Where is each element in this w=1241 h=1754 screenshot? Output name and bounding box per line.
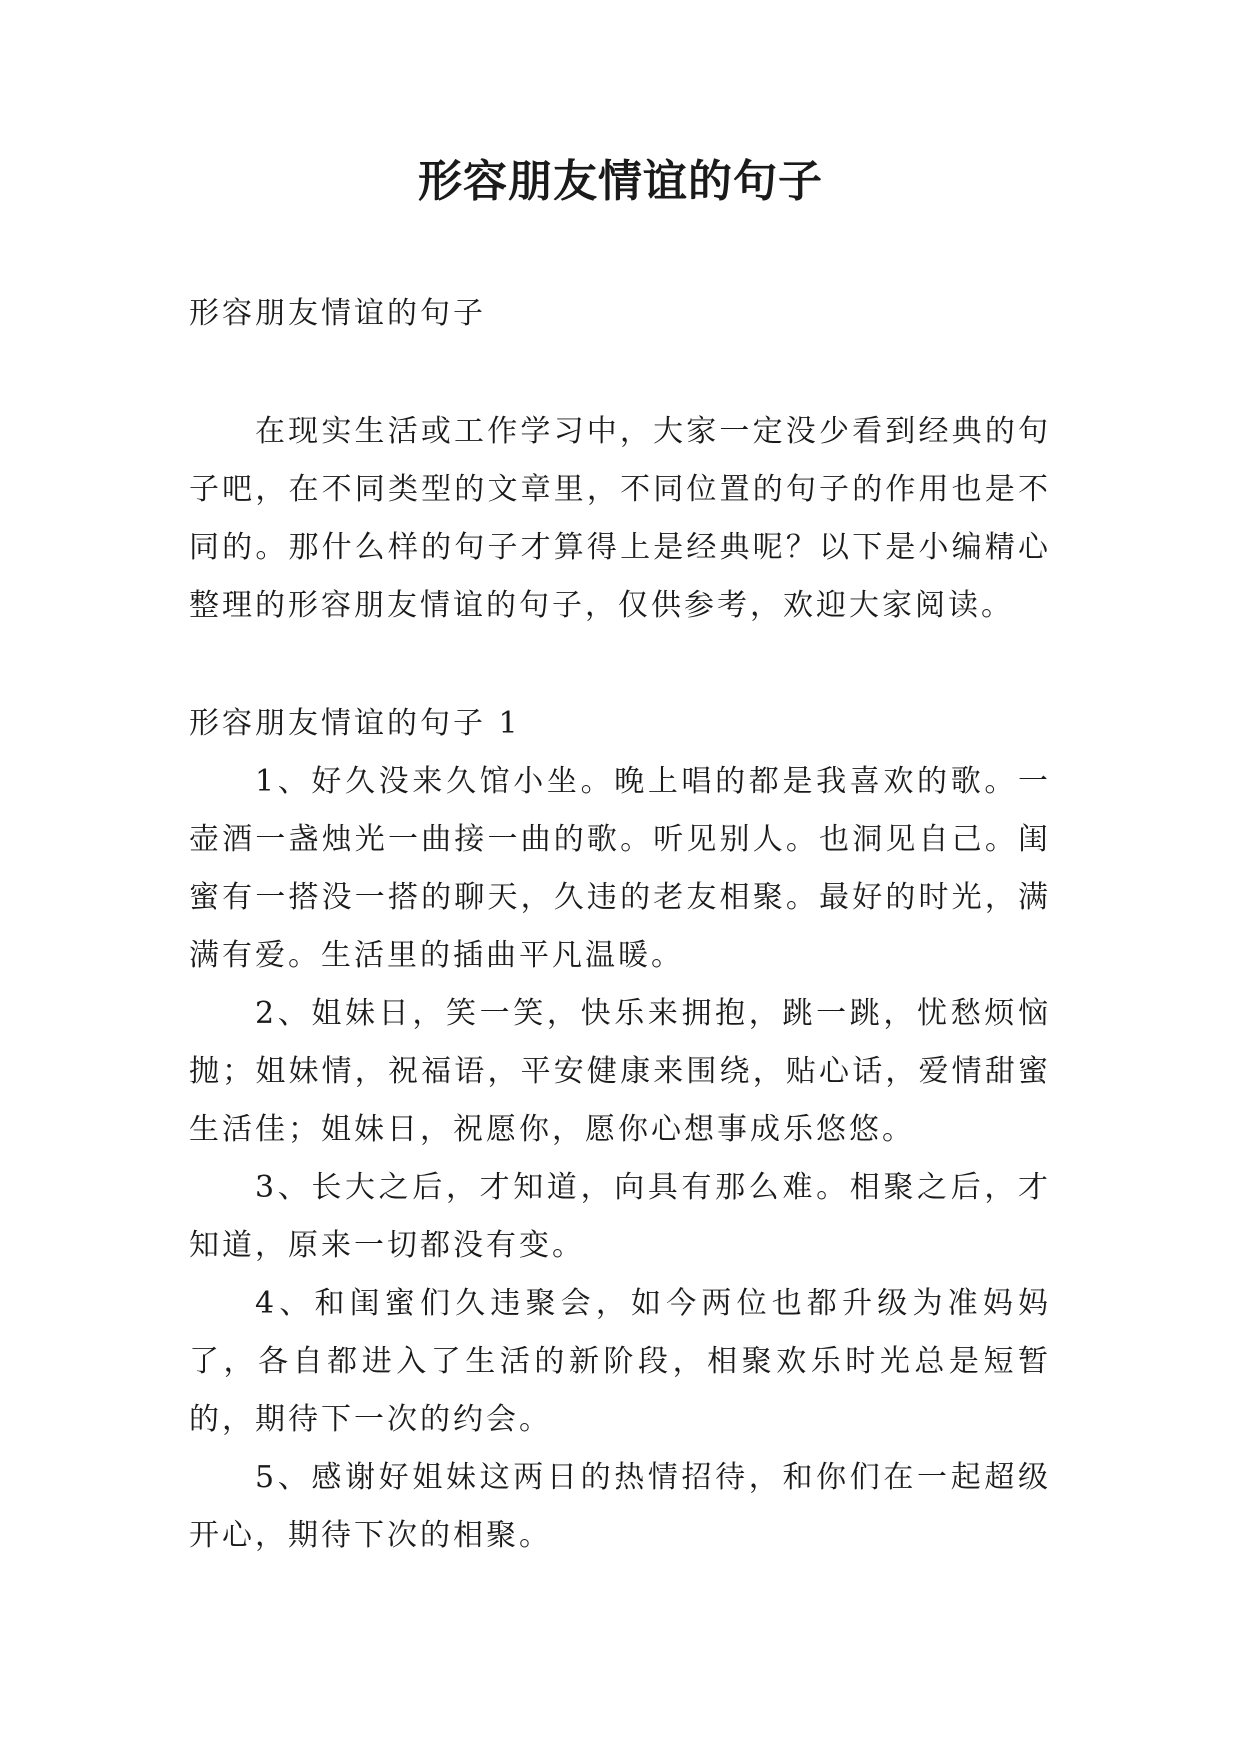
document-body [189,285,1051,1565]
list-item: 5、感谢好姐妹这两日的热情招待，和你们在一起超级开心，期待下次的相聚。 [189,1460,1051,1553]
document-title: 形容朋友情谊的句子 [418,156,823,207]
list-item: 4、和闺蜜们久违聚会，如今两位也都升级为准妈妈了，各自都进入了生活的新阶段，相聚欢乐时光总是短暂的，期待下一次的约会。 [189,1286,1051,1437]
list-item: 2、姐妹日，笑一笑，快乐来拥抱，跳一跳，忧愁烦恼抛；姐妹情，祝福语，平安健康来围绕，贴心话，爱情甜蜜生活佳；姐妹日，祝愿你，愿你心想事成乐悠悠。 [189,996,1051,1147]
intro-paragraph: 在现实生活或工作学习中，大家一定没少看到经典的句子吧，在不同类型的文章里，不同位置的句子的作用也是不同的。那什么样的句子才算得上是经典呢？以下是小编精心整理的形容朋友情谊的句子，仅供参考，欢迎大家阅读。 [189,414,1051,623]
list-item: 1、好久没来久馆小坐。晚上唱的都是我喜欢的歌。一壶酒一盏烛光一曲接一曲的歌。听见别人。也洞见自己。闺蜜有一搭没一搭的聊天，久违的老友相聚。最好的时光，满满有爱。生活里的插曲平凡温暖。 [189,764,1051,973]
section-heading: 形容朋友情谊的句子 1 [189,706,521,741]
document-subtitle: 形容朋友情谊的句子 [189,296,486,331]
list-item: 3、长大之后，才知道，向具有那么难。相聚之后，才知道，原来一切都没有变。 [189,1170,1051,1263]
